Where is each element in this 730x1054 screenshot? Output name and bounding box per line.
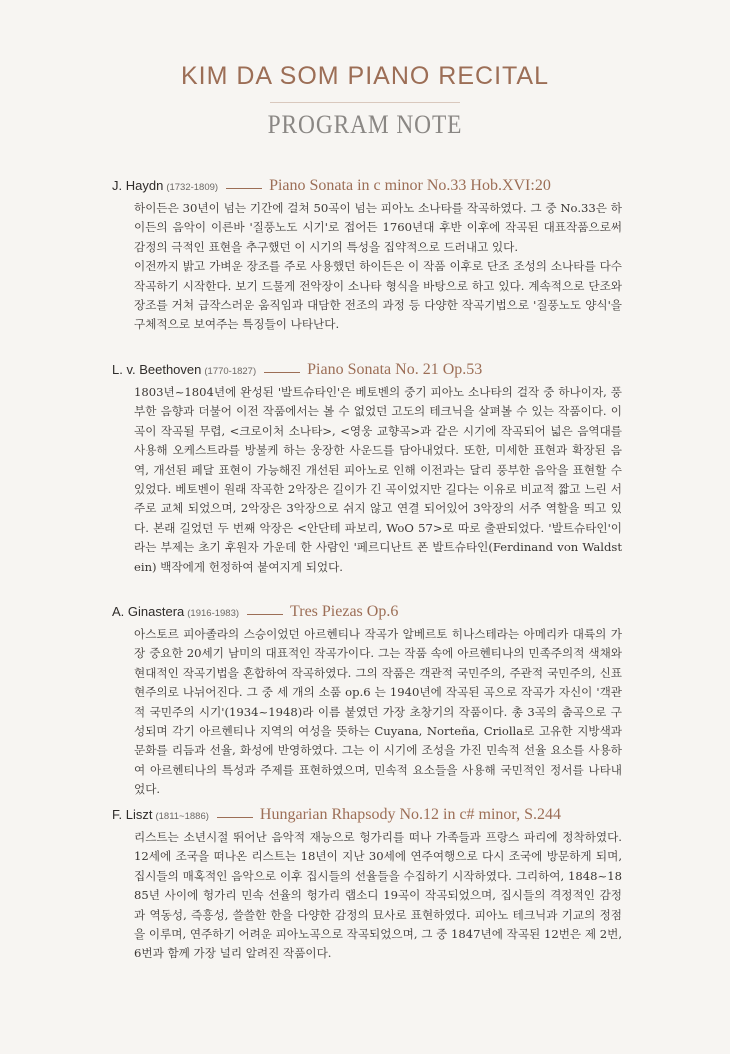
heading-dash — [264, 372, 300, 373]
heading-dash — [226, 188, 262, 189]
composer-years: (1732-1809) — [166, 182, 219, 193]
paragraph: 아스토르 피아졸라의 스승이었던 아르헨티나 작곡가 알베르토 히나스테라는 아메리카 대륙의 가장 중요한 20세기 남미의 대표적인 작곡가이다. 그는 작품 속에 아르헨티나의 민족주의적 색채와 현대적인 작곡기법을 혼합하여 작곡하였다. 그의 작품은 객관적 국민주의, 주관적 국민주의, 신표현주의로 나뉘어진다. 그 중 세 개의 소품 op.6 는 1940년에 작곡된 곡으로 작곡가 자신이 '객관적 국민주의 시기'(1934~1948)라 이름 붙였던 가장 초창기의 작품이다. 총 3곡의 춤곡으로 구성되며 각기 아르헨티나 지역의 여성을 뜻하는 Cuyana, Norteña, Criolla로 고유한 지방색과 문화를 리듬과 선율, 화성에 반영하였다. 그는 이 시기에 조성을 가진 민속적 선율 요소를 사용하여 아르헨티나의 특성과 주제를 표현하였으며, 민속적 요소들을 사용해 국민적인 정서를 나타내었다. — [134, 627, 622, 797]
composer-years: (1770-1827) — [204, 366, 257, 377]
section-heading — [112, 806, 622, 828]
work-title: Hungarian Rhapsody No.12 in c# minor, S.244 — [259, 806, 562, 823]
section-haydn — [112, 177, 622, 335]
section-beethoven — [112, 361, 622, 577]
title-divider — [270, 102, 460, 103]
composer-name: J. Haydn — [112, 178, 164, 193]
section-heading — [112, 177, 622, 199]
composer-years: (1916-1983) — [187, 608, 240, 619]
recital-title: KIM DA SOM PIANO RECITAL — [180, 62, 550, 90]
section-body — [134, 199, 622, 335]
composer-name: F. Liszt — [112, 807, 153, 822]
program-note-subtitle: PROGRAM NOTE — [267, 110, 463, 139]
paragraph: 리스트는 소년시절 뛰어난 음악적 재능으로 헝가리를 떠나 가족들과 프랑스 파리에 정착하였다. 12세에 조국을 떠나온 리스트는 18년이 지난 30세에 연주여행으로 다시 조국에 방문하게 되며, 집시들의 매혹적인 음악으로 이후 집시들의 선율들을 수집하기 시작하였다. 그리하여, 1848~1885년 사이에 헝가리 민속 선율의 헝가리 랩소디 19곡이 작곡되었으며, 집시들의 격정적인 감정과 역동성, 즉흥성, 쓸쓸한 한을 다양한 감정의 묘사로 표현하였다. 피아노 테크닉과 기교의 정점을 이루며, 연주하기 어려운 피아노곡으로 작곡되었으며, 그 중 1847년에 작곡된 12번은 제 2번, 6번과 함께 가장 널리 알려진 작품이다. — [134, 830, 622, 961]
composer-name: L. v. Beethoven — [112, 362, 202, 377]
paragraph: 하이든은 30년이 넘는 기간에 걸쳐 50곡이 넘는 피아노 소나타를 작곡하였다. 그 중 No.33은 하이든의 음악이 이른바 '질풍노도 시기'로 접어든 1760년대 후반 이후에 작곡된 대표작품으로써 감정의 극적인 표현을 추구했던 이 시기의 특성을 집약적으로 드러내고 있다. — [134, 201, 622, 254]
paragraph: 1803년~1804년에 완성된 '발트슈타인'은 베토벤의 중기 피아노 소나타의 걸작 중 하나이자, 풍부한 음향과 더불어 이전 작품에서는 볼 수 없었던 고도의 테크닉을 살펴볼 수 있는 작품이다. 이 곡이 작곡될 무렵, <크로이처 소나타>, <영웅 교향곡>과 같은 시기에 작곡되어 넓은 음역대를 사용해 오케스트라를 방불케 하는 웅장한 사운드를 담아내었다. 또한, 미세한 표현과 확장된 음역, 개선된 페달 표현이 가능해진 개선된 피아노로 인해 이전과는 달리 풍부한 음악을 표현할 수 있었다. 베토벤이 원래 작곡한 2악장은 길이가 긴 곡이었지만 길다는 이유로 비교적 짧고 느린 서주로 교체 되었으며, 2악장은 3악장으로 쉬지 않고 연결 되어있어 3악장의 서주 역할을 띄고 있다. 본래 길었던 두 번째 악장은 <안단테 파보리, WoO 57>로 따로 출판되었다. '발트슈타인'이라는 부제는 초기 후원자 가운데 한 사람인 '페르디난트 폰 발트슈타인(Ferdinand von Waldstein) 백작에게 헌정하여 붙여지게 되었다. — [134, 385, 622, 574]
paragraph: 이전까지 밝고 가벼운 장조를 주로 사용했던 하이든은 이 작품 이후로 단조 조성의 소나타를 다수 작곡하기 시작한다. 보기 드물게 전악장이 소나타 형식을 바탕으로 하고 있다. 계속적으로 단조와 장조를 거쳐 급작스러운 움직임과 대담한 전조의 과정 등 다양한 작곡기법으로 '질풍노도 양식'을 구체적으로 보여주는 특징들이 나타난다. — [134, 259, 622, 332]
section-heading — [112, 361, 622, 383]
section-body — [134, 828, 622, 964]
section-body — [134, 383, 622, 577]
section-liszt — [112, 806, 622, 964]
composer-name: A. Ginastera — [112, 604, 185, 619]
composer-years: (1811~1886) — [155, 811, 209, 822]
heading-dash — [247, 614, 283, 615]
section-heading — [112, 603, 622, 625]
work-title: Piano Sonata in c minor No.33 Hob.XVI:20 — [269, 177, 551, 194]
section-body — [134, 625, 622, 800]
heading-dash — [217, 817, 253, 818]
work-title: Tres Piezas Op.6 — [290, 603, 399, 620]
section-ginastera — [112, 603, 622, 800]
work-title: Piano Sonata No. 21 Op.53 — [307, 361, 483, 378]
